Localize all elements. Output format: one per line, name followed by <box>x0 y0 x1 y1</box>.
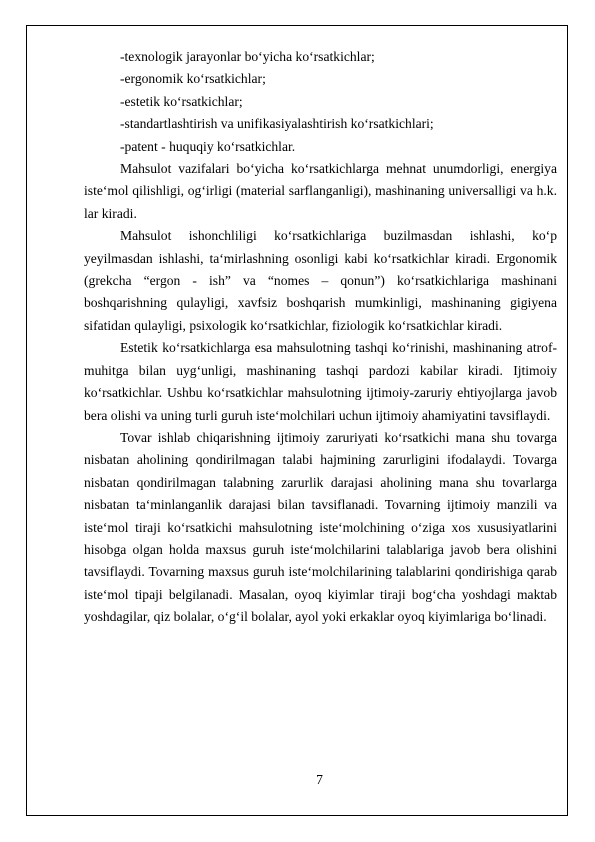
document-body <box>84 46 557 629</box>
list-item: -patent - huquqiy ko‘rsatkichlar. <box>120 138 296 154</box>
page-number: 7 <box>316 772 323 787</box>
list-item: -estetik ko‘rsatkichlar; <box>120 93 243 109</box>
paragraph: Mahsulot vazifalari bo‘yicha ko‘rsatkichlarga mehnat unumdorligi, energiya iste‘mol qilishligi, og‘irligi (material sarflanganligi), mashinaning universalligi va h.k. lar kiradi. <box>84 161 557 221</box>
paragraph: Tovar ishlab chiqarishning ijtimoiy zaruriyati ko‘rsatkichi mana shu tovarga nisbatan aholining qondirilmagan talabi hajmining zarurligini ifodalaydi. Tovarga nisbatan qondirilmagan talabning zarurlik darajasi aholining mana shu tovarlarga nisbatan ta‘minlanganlik darajasi bilan tavsiflanadi. Tovarning ijtimoiy manzili va iste‘mol tiraji ko‘rsatkichi mahsulotning iste‘molchining o‘ziga xos xususiyatlarini hisobga olgan holda maxsus guruh iste‘molchilarini talablariga javob bera olishini tavsiflaydi. Tovarning maxsus guruh iste‘molchilarining talablarini qondirishiga qarab iste‘mol tipaji belgilanadi. Masalan, oyoq kiyimlar tiraji bog‘cha yoshdagi maktab yoshdagilar, qiz bolalar, o‘g‘il bolalar, ayol yoki erkaklar oyoq kiyimlariga bo‘linadi. <box>84 429 557 625</box>
list-item: -ergonomik ko‘rsatkichlar; <box>120 71 266 87</box>
paragraph: Estetik ko‘rsatkichlarga esa mahsulotning tashqi ko‘rinishi, mashinaning atrof-muhitga bilan uyg‘unligi, mashinaning tashqi pardozi kabilar kiradi. Ijtimoiy ko‘rsatkichlar. Ushbu ko‘rsatkichlar mahsulotning ijtimoiy-zaruriy ehtiyojlarga javob bera olishi va uning turli guruh iste‘molchilari uchun ijtimoiy ahamiyatini tavsiflaydi. <box>84 340 557 423</box>
list-item: -standartlashtirish va unifikasiyalashtirish ko‘rsatkichlari; <box>120 116 434 132</box>
list-item: -texnologik jarayonlar bo‘yicha ko‘rsatkichlar; <box>120 49 375 64</box>
paragraph: Mahsulot ishonchliligi ko‘rsatkichlariga buzilmasdan ishlashi, ko‘p yeyilmasdan ishlashi, ta‘mirlashning osonligi kabi ko‘rsatkichlar kiradi. Ergonomik (grekcha “ergon - ish” va “nomes – qonun”) ko‘rsatkichlariga mashinani boshqarishning qulayligi, xavfsiz boshqarish mumkinligi, mashinaning gigiyena sifatidan qulayligi, psixologik ko‘rsatkichlar, fiziologik ko‘rsatkichlar kiradi. <box>84 228 557 333</box>
